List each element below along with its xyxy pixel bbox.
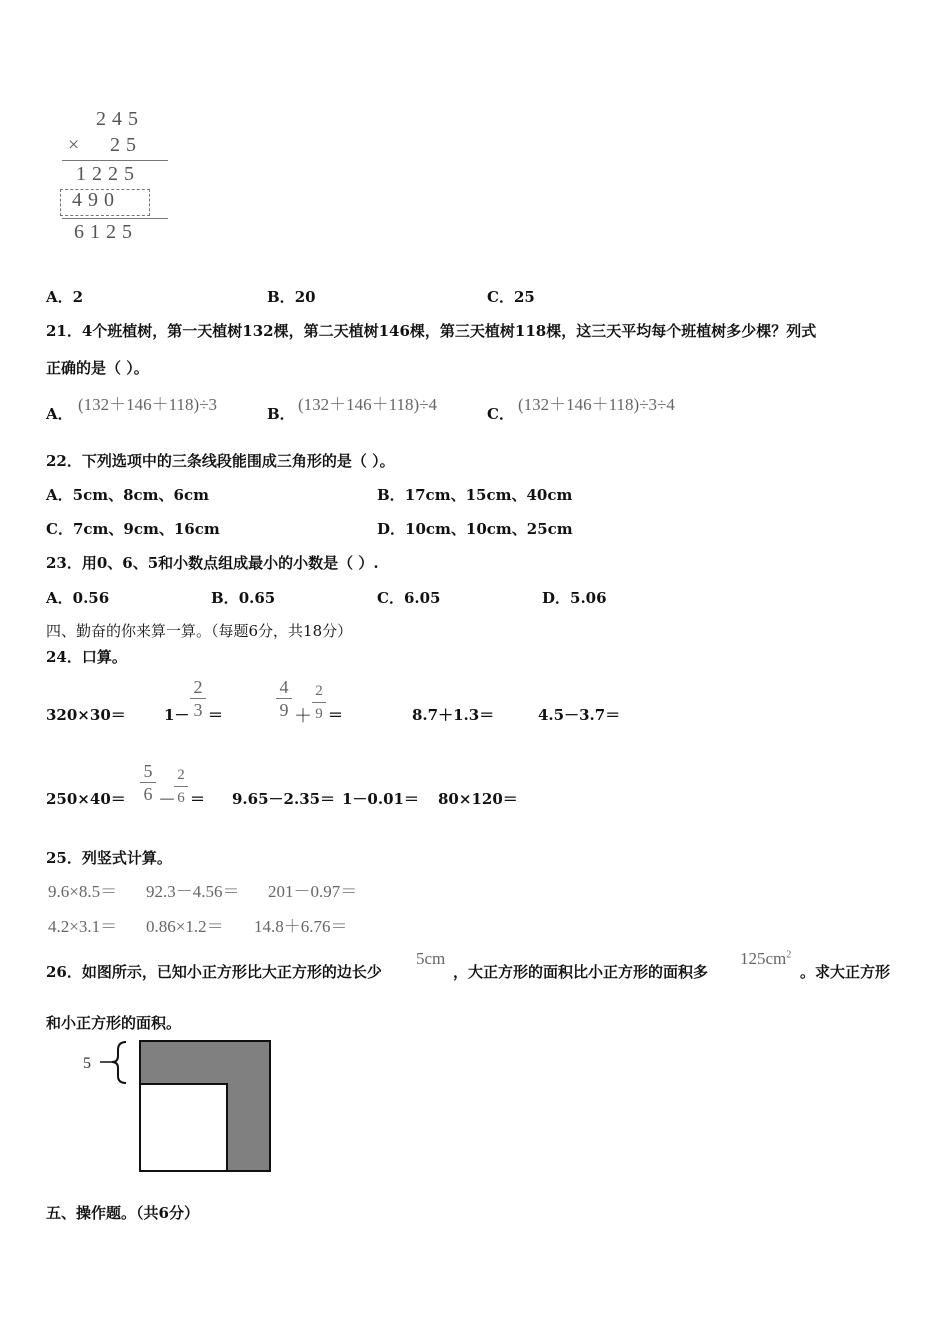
q24-r1-e3-op: ＋	[294, 706, 312, 727]
section-5-heading: 五、操作题。（共6分）	[46, 1204, 199, 1222]
q24-r2-e5: 80×120＝	[438, 790, 518, 808]
small-square	[140, 1084, 227, 1171]
q24-r1-e1: 320×30＝	[46, 706, 126, 724]
q23-option-c[interactable]: C．6.05	[377, 589, 441, 607]
q25-r1-e2: 92.3－4.56＝	[146, 882, 240, 901]
q25-stem: 25．列竖式计算。	[46, 849, 172, 867]
q24-r1-e3-fraction-2: 2 9	[312, 681, 326, 724]
squares-figure	[76, 1036, 276, 1176]
q25-r2-e1: 4.2×3.1＝	[48, 917, 118, 936]
q26-stem-line2: 和小正方形的面积。	[46, 1014, 182, 1032]
section-4-heading: 四、勤奋的你来算一算。（每题6分，共18分）	[46, 622, 353, 640]
q20-option-b[interactable]: B．20	[267, 288, 316, 306]
q24-r1-e4: 8.7＋1.3＝	[412, 706, 495, 724]
q25-r2-e2: 0.86×1.2＝	[146, 917, 224, 936]
line-1	[62, 160, 168, 161]
q24-r2-e2-op: －	[158, 790, 176, 811]
q24-r1-e2-eq: ＝	[208, 706, 224, 724]
q22-stem: 22．下列选项中的三条线段能围成三角形的是（ ）。	[46, 452, 395, 470]
figure-label-5: 5	[83, 1055, 91, 1072]
q21-stem-line2: 正确的是（ ）。	[46, 359, 149, 377]
q23-stem: 23．用0、6、5和小数点组成最小的小数是（ ）.	[46, 554, 379, 572]
q24-r2-e2-fraction-2: 2 6	[174, 765, 188, 808]
q24-stem: 24．口算。	[46, 648, 127, 666]
q25-r1-e1: 9.6×8.5＝	[48, 882, 118, 901]
product: 6125	[74, 221, 138, 243]
q25-r1-e3: 201－0.97＝	[268, 882, 358, 901]
q22-option-b[interactable]: B．17cm、15cm、40cm	[377, 486, 573, 504]
q21-option-c-expr[interactable]: (132＋146＋118)÷3÷4	[518, 395, 675, 414]
line-2	[62, 218, 168, 219]
q22-option-d[interactable]: D．10cm、10cm、25cm	[377, 520, 573, 538]
q23-option-d[interactable]: D．5.06	[542, 589, 607, 607]
q22-option-c[interactable]: C．7cm、9cm、16cm	[46, 520, 220, 538]
partial-product-1: 1225	[76, 163, 140, 185]
q24-r1-e2-pre: 1－	[164, 706, 190, 724]
q26-value-5cm: 5cm	[416, 949, 446, 968]
q24-r2-e2-fraction-1: 5 6	[140, 761, 156, 804]
q26-stem-part2: ，大正方形的面积比小正方形的面积多	[453, 963, 709, 981]
q21-stem-line1: 21．4个班植树，第一天植树132棵，第二天植树146棵，第三天植树118棵，这三天平均每个班植树多少棵？列式	[46, 322, 817, 340]
q26-value-125cm2: $125cm^2$	[740, 949, 792, 968]
q26-stem-part3: 。求大正方形	[800, 963, 891, 981]
q23-option-a[interactable]: A．0.56	[46, 589, 110, 607]
q25-r2-e3: 14.8＋6.76＝	[254, 917, 348, 936]
q24-r2-e1: 250×40＝	[46, 790, 126, 808]
q24-r1-e5: 4.5－3.7＝	[538, 706, 621, 724]
partial-product-2: 490	[72, 189, 120, 211]
q20-option-a[interactable]: A．2	[46, 288, 84, 306]
q24-r2-e2-eq: ＝	[190, 790, 206, 808]
q21-option-a-expr[interactable]: (132＋146＋118)÷3	[78, 395, 218, 414]
q21-option-a-letter[interactable]: A．	[46, 405, 73, 423]
q24-r2-e4: 1－0.01＝	[342, 790, 419, 808]
q24-r2-e3: 9.65－2.35＝	[232, 790, 336, 808]
q21-option-b-letter[interactable]: B．	[267, 405, 295, 423]
q26-stem-part1: 26．如图所示，已知小正方形比大正方形的边长少	[46, 963, 382, 981]
multiplier: 25	[110, 134, 142, 156]
multiply-sign: ×	[68, 134, 86, 156]
q22-option-a[interactable]: A．5cm、8cm、6cm	[46, 486, 209, 504]
q24-r1-e3-fraction-1: 4 9	[276, 677, 292, 720]
q24-r1-e2-fraction: 2 3	[190, 677, 206, 720]
q21-option-b-expr[interactable]: (132＋146＋118)÷4	[298, 395, 438, 414]
multiplicand: 245	[96, 108, 144, 130]
q20-option-c[interactable]: C．25	[487, 288, 535, 306]
q24-r1-e3-eq: ＝	[328, 706, 344, 724]
brace	[112, 1042, 126, 1083]
q23-option-b[interactable]: B．0.65	[211, 589, 276, 607]
q21-option-c-letter[interactable]: C．	[487, 405, 514, 423]
